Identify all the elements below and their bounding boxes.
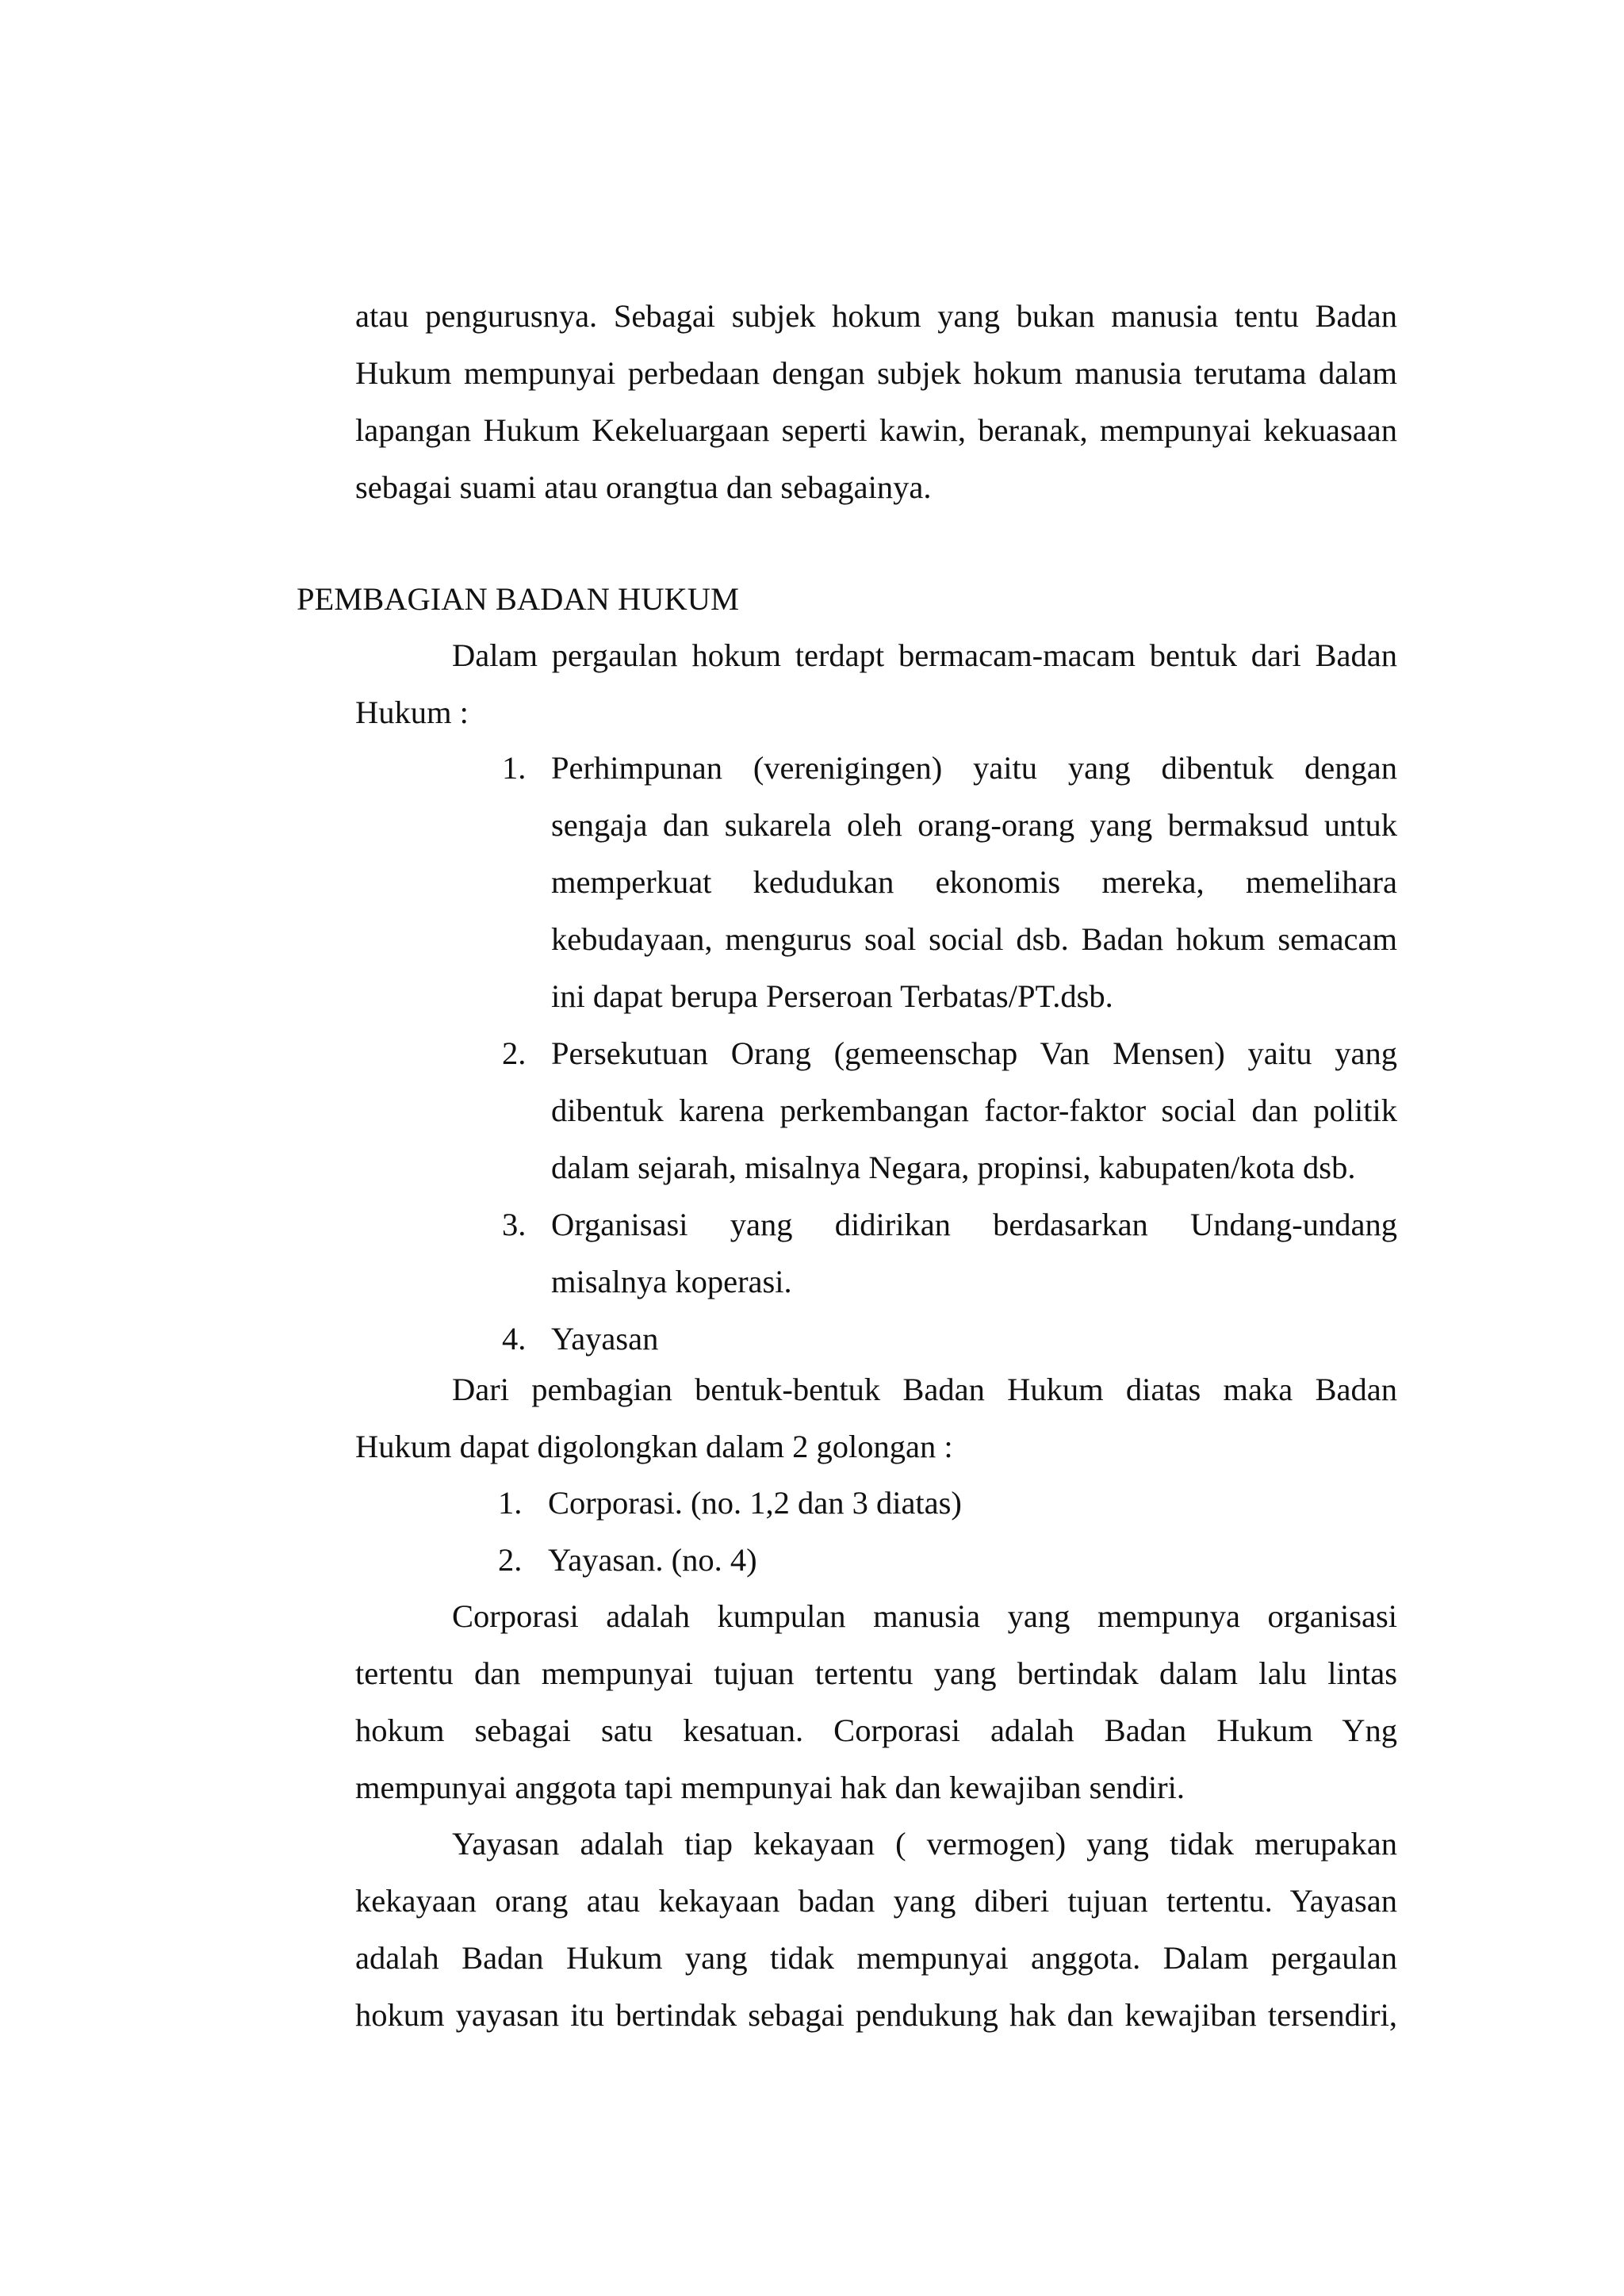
list-number: 1. (502, 750, 527, 786)
text-line: Yayasan (551, 1321, 659, 1357)
list-number: 2. (498, 1542, 523, 1578)
text-line: lapangan Hukum Kekeluargaan seperti kawin, beranak, mempunyai kekuasaan (355, 412, 1397, 448)
text-line: mempunyai anggota tapi mempunyai hak dan kewajiban sendiri. (355, 1770, 1185, 1805)
paragraph-corporasi (355, 1588, 1397, 1816)
groups-list (498, 1475, 1370, 1589)
paragraph-intro (355, 288, 1397, 516)
text-line: sebagai suami atau orangtua dan sebagainya. (355, 469, 932, 505)
text-line: Corporasi adalah kumpulan manusia yang mempunya organisasi (452, 1598, 1397, 1634)
text-line: hokum sebagai satu kesatuan. Corporasi adalah Badan Hukum Yng (355, 1712, 1397, 1748)
list-item (502, 1025, 1397, 1196)
paragraph-forms (355, 627, 1397, 741)
list-item (502, 1311, 1397, 1368)
section-heading: PEMBAGIAN BADAN HUKUM (297, 581, 740, 617)
text-line: misalnya koperasi. (551, 1264, 792, 1299)
text-line: Hukum mempunyai perbedaan dengan subjek hokum manusia terutama dalam (355, 355, 1397, 391)
text-line: kebudayaan, mengurus soal social dsb. Badan hokum semacam (551, 921, 1397, 957)
text-line: Organisasi yang didirikan berdasarkan Undang-undang (551, 1207, 1397, 1242)
text-line: Persekutuan Orang (gemeenschap Van Mensen) yaitu yang (551, 1035, 1397, 1071)
list-item (498, 1475, 1370, 1532)
text-line: hokum yayasan itu bertindak sebagai pendukung hak dan kewajiban tersendiri, (355, 1997, 1397, 2033)
text-line: Hukum : (355, 695, 469, 730)
list-item-text: Yayasan. (no. 4) (548, 1542, 757, 1578)
text-line: tertentu dan mempunyai tujuan tertentu yang bertindak dalam lalu lintas (355, 1655, 1397, 1691)
text-line: Perhimpunan (verenigingen) yaitu yang dibentuk dengan (551, 750, 1397, 786)
list-number: 2. (502, 1035, 527, 1071)
paragraph-yayasan (355, 1816, 1397, 2044)
text-line: Hukum dapat digolongkan dalam 2 golongan : (355, 1429, 953, 1464)
list-number: 1. (498, 1485, 523, 1521)
list-item-text: Corporasi. (no. 1,2 dan 3 diatas) (548, 1485, 962, 1521)
text-line: Dari pembagian bentuk-bentuk Badan Hukum diatas maka Badan (452, 1372, 1397, 1407)
list-item (498, 1532, 1370, 1589)
paragraph-groups (355, 1361, 1397, 1475)
list-item (502, 740, 1397, 1025)
list-item (502, 1196, 1397, 1311)
list-number: 4. (502, 1321, 527, 1357)
text-line: kekayaan orang atau kekayaan badan yang diberi tujuan tertentu. Yayasan (355, 1883, 1397, 1919)
text-line: adalah Badan Hukum yang tidak mempunyai anggota. Dalam pergaulan (355, 1940, 1397, 1976)
text-line: Yayasan adalah tiap kekayaan ( vermogen) yang tidak merupakan (452, 1826, 1397, 1862)
text-line: memperkuat kedudukan ekonomis mereka, memelihara (551, 864, 1397, 900)
forms-list (502, 740, 1397, 1368)
text-line: Dalam pergaulan hokum terdapt bermacam-macam bentuk dari Badan (452, 637, 1397, 673)
list-number: 3. (502, 1207, 527, 1242)
text-line: dalam sejarah, misalnya Negara, propinsi, kabupaten/kota dsb. (551, 1150, 1356, 1185)
text-line: ini dapat berupa Perseroan Terbatas/PT.dsb. (551, 978, 1113, 1014)
text-line: sengaja dan sukarela oleh orang-orang yang bermaksud untuk (551, 807, 1397, 843)
text-line: atau pengurusnya. Sebagai subjek hokum yang bukan manusia tentu Badan (355, 298, 1397, 334)
text-line: dibentuk karena perkembangan factor-faktor social dan politik (551, 1093, 1397, 1128)
